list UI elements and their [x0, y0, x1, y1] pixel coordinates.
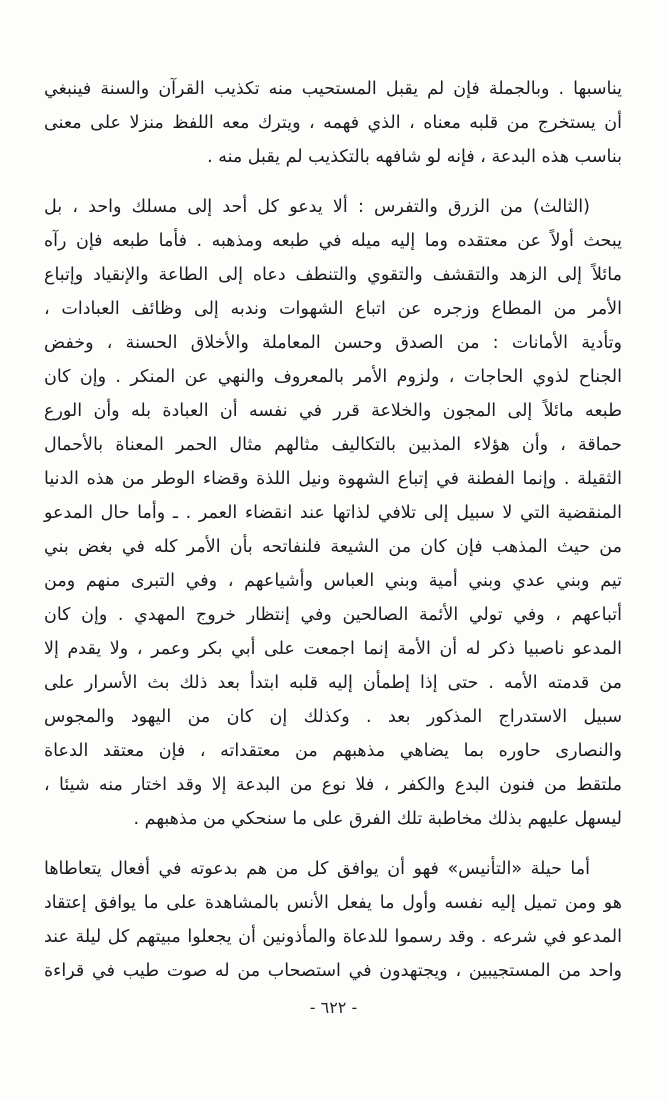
text-line: يبحث أولاً عن معتقده وما إليه ميله في طبعه ومذهبه . فأما طبعه فإن رآه — [44, 231, 622, 251]
text-line: الأمر من المطاع وزجره عن اتباع الشهوات وندبه إلى وظائف العبادات ، — [44, 299, 622, 319]
paragraph — [44, 852, 622, 988]
text-line: أما حيلة «التأنيس» فهو أن يوافق كل من هم بدعوته في أفعال يتعاطاها — [44, 859, 590, 879]
text-line: حماقة ، وأن هؤلاء المذبين بالتكاليف مثالهم مثال الحمر المعناة بالأحمال — [44, 435, 622, 455]
text-line: ليسهل عليهم بذلك مخاطبة تلك الفرق على ما سنحكي من مذهبهم . — [133, 809, 622, 829]
text-line: مائلاً إلى الزهد والتقشف والتقوي والتنطف دعاه إلى الطاعة والإنقياد وإتباع — [44, 265, 622, 285]
page-number: - ٦٢٢ - — [309, 998, 358, 1017]
text-line: والنصارى حاوره بما يضاهي مذهبهم من معتقداته ، فإن معتقد الدعاة — [44, 741, 622, 761]
text-line: الجناح لذوي الحاجات ، ولزوم الأمر بالمعروف والنهي عن المنكر . وإن كان — [44, 367, 622, 387]
text-line: أتباعهم ، وفي تولي الأئمة الصالحين وفي إنتظار خروج المهدي . وإن كان — [44, 605, 622, 625]
page-text — [44, 72, 622, 988]
text-line: من حيث المذهب فإن كان من الشيعة فلنفاتحه بأن الأمر كله في بغض بني — [44, 537, 622, 557]
text-line: المنقضية التي لا سبيل إلى تلافي لذاتها عند انقضاء العمر . ـ وأما حال المدعو — [44, 503, 622, 523]
text-line: سبيل الاستدراج المذكور بعد . وكذلك إن كان من اليهود والمجوس — [44, 707, 622, 727]
text-line: يناسبها . وبالجملة فإن لم يقبل المستحيب منه تكذيب القرآن والسنة فينبغي — [44, 79, 622, 99]
text-line: المدعو في شرعه . وقد رسموا للدعاة والمأذونين أن يجعلوا مبيتهم كل ليلة عند — [44, 927, 622, 947]
paragraph — [44, 190, 622, 836]
text-line: ملتقط من فنون البدع والكفر ، فلا نوع من البدعة إلا وقد اختار منه شيئا ، — [44, 775, 622, 795]
text-line: واحد من المستجيبين ، ويجتهدون في استصحاب من له صوت طيب في قراءة — [44, 961, 622, 981]
text-line: الثقيلة . وإنما الفطنة في إتباع الشهوة ونيل اللذة وقضاء الوطر من هذه الدنيا — [44, 469, 622, 489]
text-line: من قدمته الأمه . حتى إذا إطمأن إليه قلبه ابتدأ بعد ذلك بث الأسرار على — [44, 673, 622, 693]
paragraph — [44, 72, 622, 174]
text-line: هو ومن تميل إليه نفسه وأول ما يفعل الأنس بالمشاهدة على ما يوافق إعتقاد — [44, 893, 622, 913]
text-line: (الثالث) من الزرق والتفرس : ألا يدعو كل أحد إلى مسلك واحد ، بل — [44, 197, 590, 217]
text-line: وتأدية الأمانات : من الصدق وحسن المعاملة والأخلاق الحسنة ، وخفض — [44, 333, 622, 353]
text-line: أن يستخرج من قلبه معناه ، الذي فهمه ، ويترك معه اللفظ منزلا على معنى — [44, 113, 622, 133]
text-line: طبعه مائلاً إلى المجون والخلاعة قرر في نفسه أن العبادة بله وأن الورع — [44, 401, 622, 421]
text-line: بناسب هذه البدعة ، فإنه لو شافهه بالتكذيب لم يقبل منه . — [207, 147, 622, 167]
text-line: المدعو ناصبيا ذكر له أن الأمة إنما اجمعت على أبي بكر وعمر ، ولا يقدم إلا — [44, 639, 622, 659]
text-line: تيم وبني عدي وبني أمية وبني العباس وأشياعهم ، وفي التبرى منهم ومن — [44, 571, 622, 591]
